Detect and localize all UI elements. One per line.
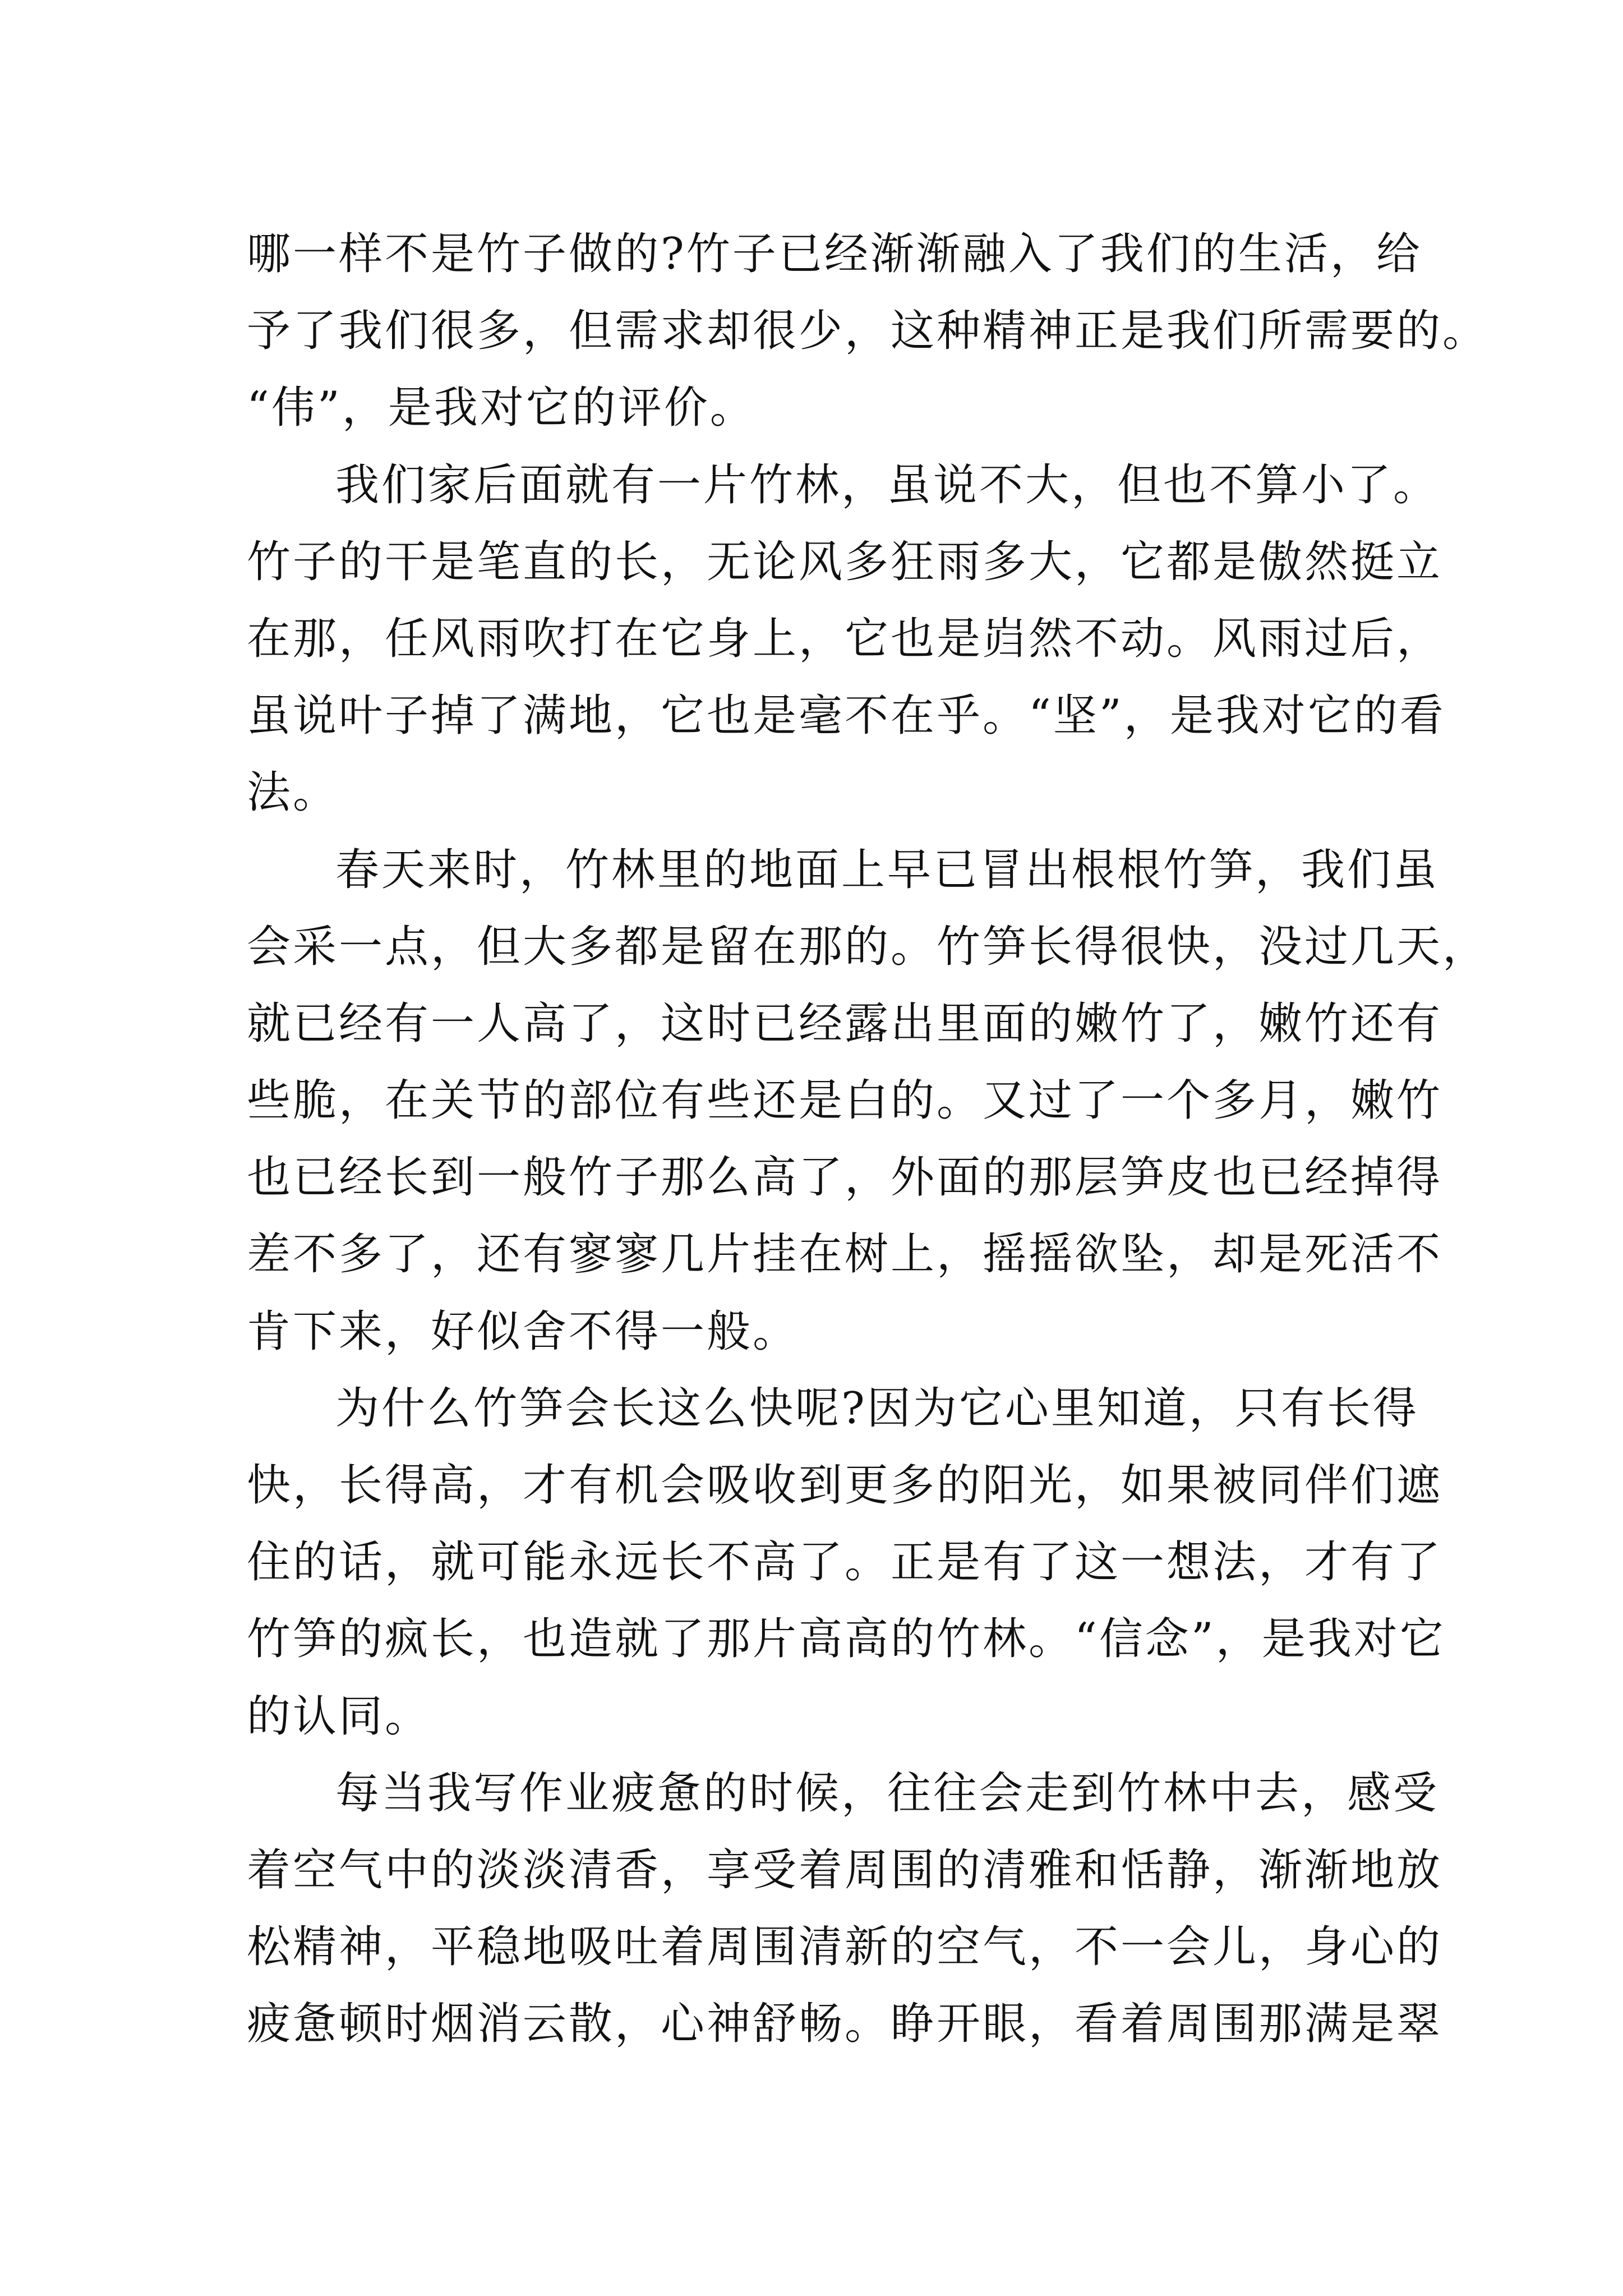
text-line: 的认同。	[247, 1691, 431, 1742]
text-line: 会采一点，但大多都是留在那的。竹笋长得很快，没过几天，	[247, 921, 1489, 972]
text-line: 松精神，平稳地吸吐着周围清新的空气，不一会儿，身心的	[247, 1922, 1443, 1973]
text-line: 竹子的干是笔直的长，无论风多狂雨多大，它都是傲然挺立	[247, 536, 1443, 587]
text-line: 住的话，就可能永远长不高了。正是有了这一想法，才有了	[247, 1537, 1443, 1588]
text-line: 差不多了，还有寥寥几片挂在树上，摇摇欲坠，却是死活不	[247, 1229, 1443, 1280]
paragraph-first-line: 春天来时，竹林里的地面上早已冒出根根竹笋，我们虽	[335, 844, 1440, 895]
text-line: 些脆，在关节的部位有些还是白的。又过了一个多月，嫩竹	[247, 1075, 1443, 1126]
paragraph-first-line: 我们家后面就有一片竹林，虽说不大，但也不算小了。	[335, 459, 1440, 510]
text-line: 也已经长到一般竹子那么高了，外面的那层笋皮也已经掉得	[247, 1152, 1443, 1203]
paragraph-first-line: 为什么竹笋会长这么快呢?因为它心里知道，只有长得	[335, 1383, 1419, 1434]
text-line: 着空气中的淡淡清香，享受着周围的清雅和恬静，渐渐地放	[247, 1844, 1443, 1895]
text-line: 肯下来，好似舍不得一般。	[247, 1306, 799, 1357]
text-line: 竹笋的疯长，也造就了那片高高的竹林。“信念”，是我对它	[247, 1614, 1446, 1665]
text-line: 在那，任风雨吹打在它身上，它也是岿然不动。风雨过后，	[247, 613, 1443, 664]
text-line: 疲惫顿时烟消云散，心神舒畅。睁开眼，看着周围那满是翠	[247, 1999, 1443, 2050]
text-line: “伟”，是我对它的评价。	[247, 383, 756, 434]
text-line: 哪一样不是竹子做的?竹子已经渐渐融入了我们的生活，给	[247, 229, 1422, 279]
paragraph-first-line: 每当我写作业疲惫的时候，往往会走到竹林中去，感受	[335, 1768, 1440, 1819]
text-line: 就已经有一人高了，这时已经露出里面的嫩竹了，嫩竹还有	[247, 998, 1443, 1049]
text-line: 虽说叶子掉了满地，它也是毫不在乎。“坚”，是我对它的看	[247, 691, 1446, 742]
text-line: 法。	[247, 767, 339, 818]
text-line: 快，长得高，才有机会吸收到更多的阳光，如果被同伴们遮	[247, 1460, 1443, 1511]
body-text	[247, 216, 1489, 2063]
text-line: 予了我们很多，但需求却很少，这种精神正是我们所需要的。	[247, 306, 1489, 357]
